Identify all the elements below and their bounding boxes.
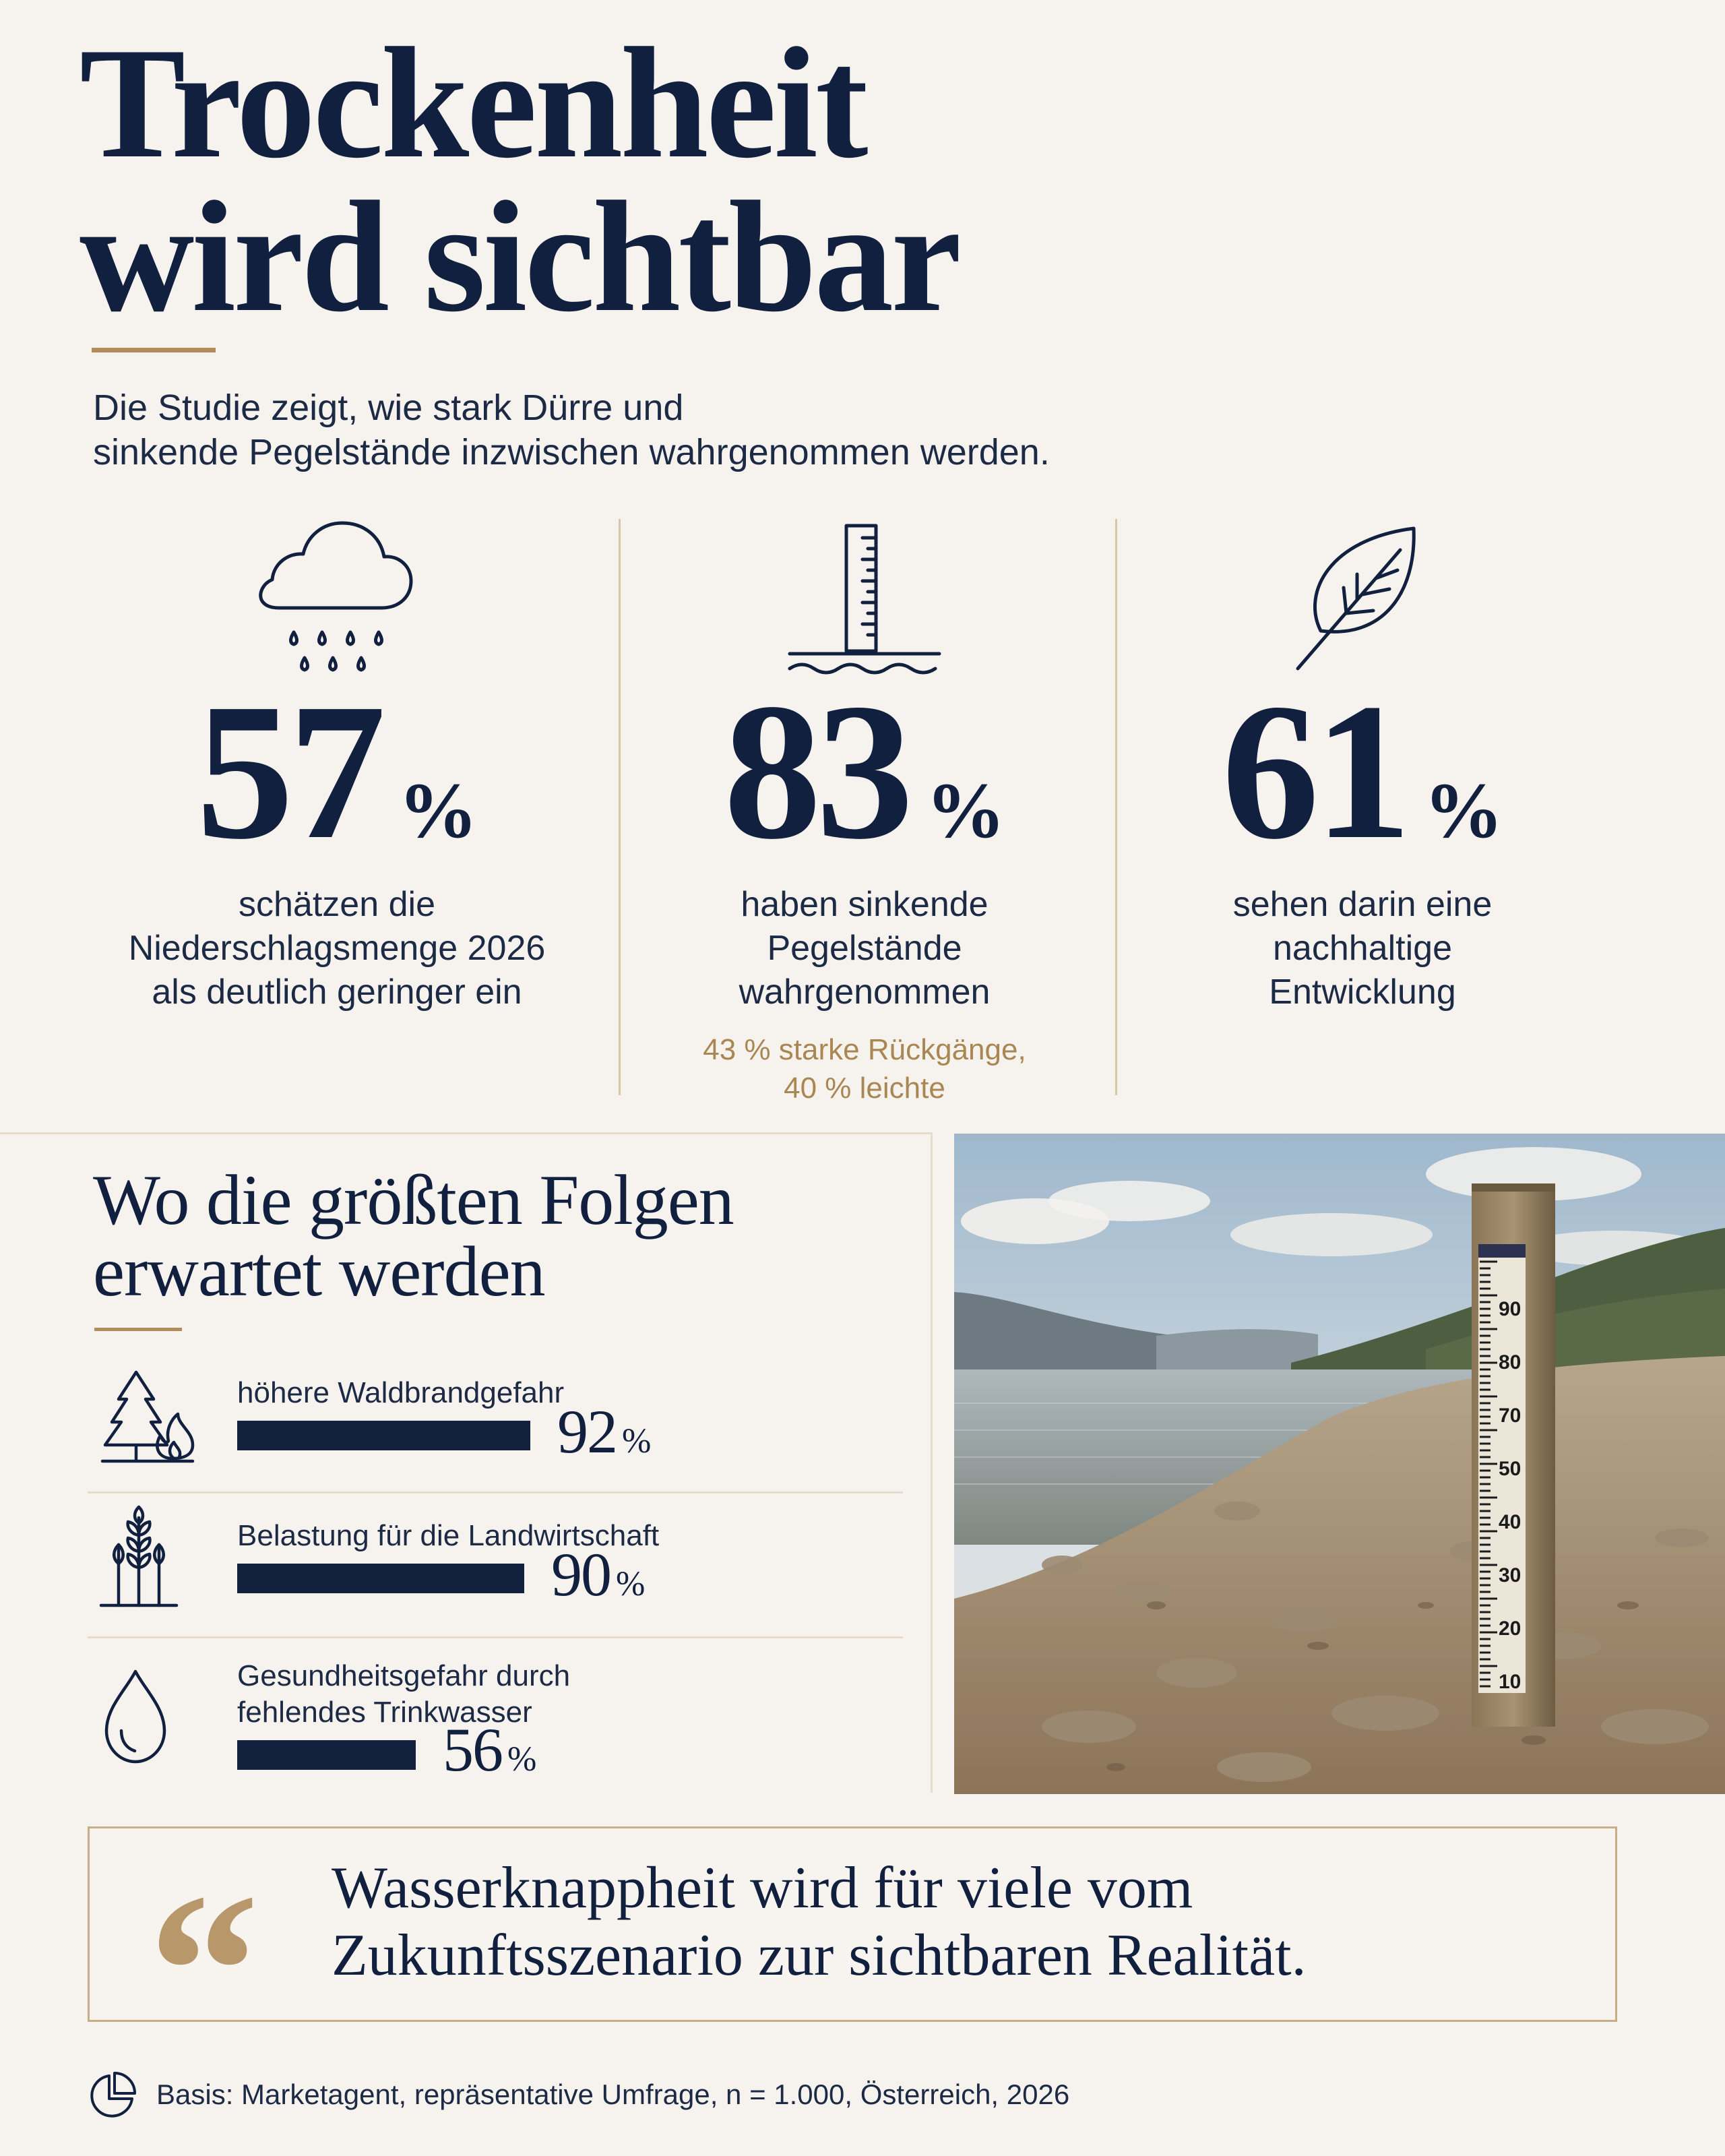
stat-desc-line: nachhaltige (1273, 929, 1452, 968)
gauge-label: 90 (1499, 1298, 1522, 1320)
quote-text (332, 1855, 1598, 1990)
row-divider (88, 1636, 903, 1638)
stat-value (1100, 663, 1625, 880)
consequence-unit: % (622, 1422, 652, 1460)
intro-text (93, 386, 1238, 474)
stat-number: 83 (724, 663, 908, 880)
title-underline (92, 348, 216, 352)
lake-photo (954, 1134, 1725, 1794)
consequence-row (88, 1361, 903, 1489)
panel-border-top (0, 1132, 932, 1134)
stat-desc-line: schätzen die (239, 885, 435, 924)
quote-line: Zukunftsszenario zur sichtbaren Realität. (332, 1923, 1307, 1988)
intro-line-2: sinkende Pegelstände inzwischen wahrgenommen werden. (93, 432, 1050, 472)
stat-description (602, 883, 1127, 1014)
consequence-value (557, 1397, 652, 1466)
consequence-unit: % (616, 1565, 646, 1603)
stat-desc-line: haben sinkende (741, 885, 989, 924)
stat-note (602, 1030, 1127, 1107)
consequence-bar (237, 1421, 530, 1450)
stat-desc-line: als deutlich geringer ein (152, 973, 522, 1012)
gauge-label: 10 (1499, 1671, 1522, 1693)
stat-desc-line: wahrgenommen (739, 973, 991, 1012)
panel-border-right (931, 1132, 933, 1793)
consequence-bar (237, 1564, 524, 1593)
consequence-label (237, 1375, 564, 1411)
consequence-unit: % (507, 1740, 537, 1779)
stat-desc-line: Pegelstände (767, 929, 962, 968)
consequence-value (551, 1540, 646, 1609)
stat-value (602, 663, 1127, 880)
section-underline (94, 1328, 182, 1331)
pie-chart-icon (86, 2070, 137, 2125)
water-gauge-icon (602, 512, 1127, 681)
source-note: Basis: Marketagent, repräsentative Umfrage, n = 1.000, Österreich, 2026 (156, 2078, 1070, 2110)
forest-fire-icon (98, 1367, 199, 1471)
consequence-row (88, 1651, 903, 1793)
quote-line: Wasserknappheit wird für viele vom (332, 1855, 1193, 1921)
stat-description (1100, 883, 1625, 1014)
page-title (80, 16, 1090, 345)
stat-precipitation (74, 512, 600, 1014)
stat-number: 61 (1222, 663, 1406, 880)
stat-unit: % (398, 766, 478, 855)
gauge-label: 30 (1499, 1564, 1522, 1587)
gauge-label: 20 (1499, 1618, 1522, 1640)
quote-mark-icon: “ (148, 1848, 259, 2094)
stat-note-line: 40 % leichte (784, 1072, 945, 1105)
consequence-label-line: fehlendes Trinkwasser (237, 1696, 532, 1729)
stat-sustainable (1100, 512, 1625, 1014)
intro-line-1: Die Studie zeigt, wie stark Dürre und (93, 388, 684, 428)
rain-cloud-icon (74, 512, 600, 681)
gauge-label: 40 (1499, 1511, 1522, 1533)
consequence-row (88, 1503, 903, 1638)
stat-unit: % (1424, 766, 1503, 855)
stat-desc-line: Niederschlagsmenge 2026 (128, 929, 546, 968)
consequence-number: 92 (557, 1397, 617, 1466)
water-drop-icon (98, 1666, 172, 1770)
consequence-label-line: Gesundheitsgefahr durch (237, 1659, 571, 1692)
consequence-label-line: Belastung für die Landwirtschaft (237, 1519, 660, 1552)
consequence-value (443, 1715, 537, 1784)
title-line-2: wird sichtbar (80, 169, 959, 345)
stat-note-line: 43 % starke Rückgänge, (703, 1033, 1026, 1066)
gauge-label: 50 (1499, 1458, 1522, 1480)
row-divider (88, 1491, 903, 1493)
section-title-line: erwartet werden (93, 1232, 545, 1311)
wheat-icon (98, 1504, 179, 1615)
leaf-icon (1100, 512, 1625, 681)
consequence-label-line: höhere Waldbrandgefahr (237, 1376, 565, 1409)
section-title (93, 1161, 915, 1311)
stat-desc-line: Entwicklung (1269, 973, 1456, 1012)
stat-desc-line: sehen darin eine (1232, 885, 1493, 924)
stat-description (74, 883, 600, 1014)
consequence-number: 90 (551, 1540, 610, 1609)
stat-number: 57 (196, 663, 381, 880)
gauge-label: 80 (1499, 1351, 1522, 1374)
title-line-1: Trockenheit (80, 16, 866, 191)
gauge-label: 70 (1499, 1405, 1522, 1427)
consequence-number: 56 (443, 1715, 502, 1784)
stat-unit: % (926, 766, 1005, 855)
stat-value (74, 663, 600, 880)
section-title-line: Wo die größten Folgen (93, 1161, 734, 1239)
consequence-bar (237, 1740, 416, 1770)
stat-water-levels (602, 512, 1127, 1107)
